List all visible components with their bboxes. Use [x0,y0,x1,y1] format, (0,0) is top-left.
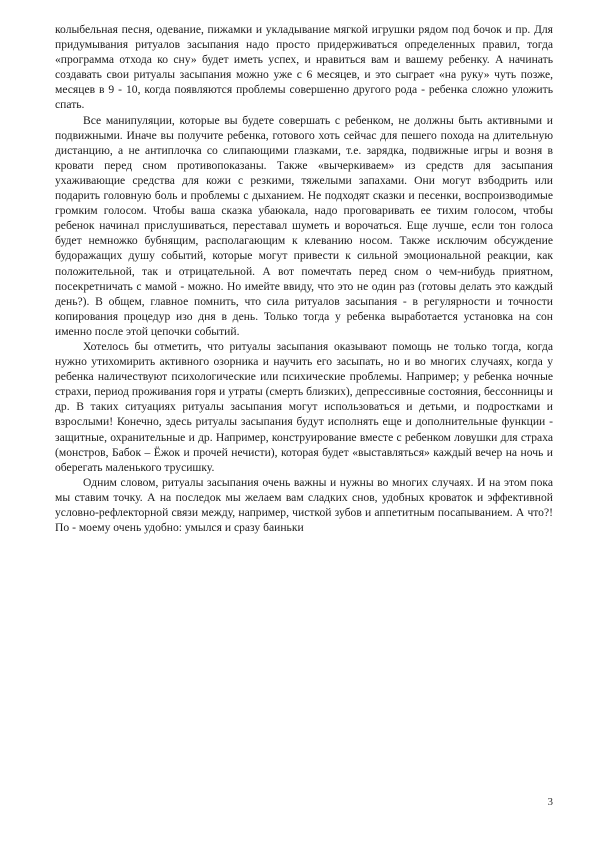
paragraph-2: Все манипуляции, которые вы будете совершать с ребенком, не должны быть активными и подвижными. Иначе вы получите ребенка, готового хоть сейчас для пешего похода на длительную дистанцию, а не антиплочка со слипающими глазками, т.е. зарядка, подвижные игры и возня в кровати перед сном противопоказаны. Также «вычеркиваем» из средств для засыпания ухаживающие средства для кожи с резкими, тяжелыми запахами. Они могут взбодрить или подарить головную боль и проблемы с дыханием. Не подходят сказки и песенки, воспроизводимые громким голосом. Чтобы ваша сказка убаюкала, надо проговаривать ее тихим голосом, чтобы ребенок начинал прислушиваться, переставал шуметь и ворочаться. Еще лучше, если тон голоса будет немножко бубнящим, располагающим к клеванию носом. Также исключим обсуждение будоражащих душу событий, которые могут привести к сильной эмоциональной реакции, как положительной, так и отрицательной. А вот помечтать перед сном о чем-нибудь приятном, посекретничать с мамой - можно. Но имейте ввиду, что это не один раз (готовы делать это каждый день?). В общем, главное помнить, что сила ритуалов засыпания - в регулярности и точности копирования процедур изо дня в день. Только тогда у ребенка выработается установка на сон именно после этой цепочки событий. [55,113,553,338]
paragraph-3: Хотелось бы отметить, что ритуалы засыпания оказывают помощь не только тогда, когда нужно утихомирить активного озорника и научить его засыпать, но и во многих случаях, когда у ребенка наличествуют психологические или психические проблемы. Например; у ребенка ночные страхи, период проживания горя и утраты (смерть близких), депрессивные состояния, бессонницы и др. В таких ситуациях ритуалы засыпания могут использоваться и детьми, и подростками и взрослыми! Конечно, здесь ритуалы засыпания будут исполнять еще и дополнительные функции - защитные, охранительные и др. Например, конструирование вместе с ребенком ловушки для страха (монстров, Бабок – Ёжок и прочей нечисти), которая будет «выставляться» каждый вечер на ночь и оберегать маленького трусишку. [55,339,553,474]
paragraph-4: Одним словом, ритуалы засыпания очень важны и нужны во многих случаях. И на этом пока мы ставим точку. А на последок мы желаем вам сладких снов, удобных кроваток и эффективной условно-рефлекторной связи между, например, чисткой зубов и аппетитным посапыванием. А что?! По - моему очень удобно: умылся и сразу баиньки [55,475,553,535]
page-number: 3 [547,796,553,808]
document-page [55,22,553,535]
paragraph-1: колыбельная песня, одевание, пижамки и укладывание мягкой игрушки рядом под бочок и пр. Для придумывания ритуалов засыпания надо просто придерживаться определенных правил, тогда «программа отхода ко сну» будет иметь успех, и нравиться вам и вашему ребенку. А начинать создавать свои ритуалы засыпания можно уже с 6 месяцев, и это сыграет «на руку» чуть позже, месяцев в 9 - 10, когда появляются проблемы совершенно другого рода - ребенка сложно уложить спать. [55,23,553,112]
